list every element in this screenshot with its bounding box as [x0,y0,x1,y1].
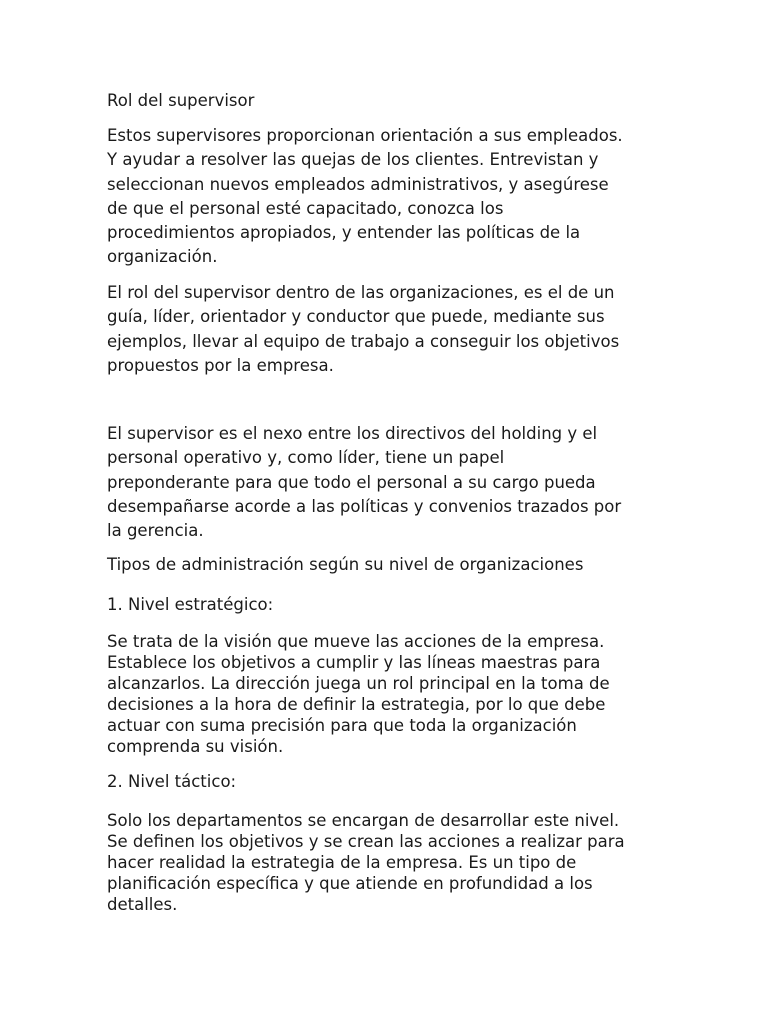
level-1-description: Se trata de la visión que mueve las acciones de la empresa. Establece los objetivos a cumplir y las líneas maestras para alcanzarlos. La dirección juega un rol principal en la toma de decisiones a la hora de definir la estrategia, por lo que debe actuar con suma precisión para que toda la organización comprenda su visión. [107,632,610,757]
level-2-description: Solo los departamentos se encargan de desarrollar este nivel. Se definen los objetivos y se crean las acciones a realizar para hacer realidad la estrategia de la empresa. Es un tipo de planificación específica y que atiende en profundidad a los detalles. [107,811,625,915]
subheading-admin-types: Tipos de administración según su nivel de organizaciones [107,555,584,574]
section-heading: Rol del supervisor [107,91,255,110]
level-1-title: 1. Nivel estratégico: [107,595,274,614]
paragraph-supervisor-role: El rol del supervisor dentro de las organizaciones, es el de un guía, líder, orientador y conductor que puede, mediante sus ejemplos, llevar al equipo de trabajo a conseguir los objetivos propuestos por la empresa. [107,283,620,375]
paragraph-supervisor-nexus: El supervisor es el nexo entre los directivos del holding y el personal operativo y, como líder, tiene un papel preponderante para que todo el personal a su cargo pueda desempañarse acorde a las políticas y convenios trazados por la gerencia. [107,424,622,541]
level-2-title: 2. Nivel táctico: [107,772,237,791]
paragraph-supervisor-duties: Estos supervisores proporcionan orientación a sus empleados. Y ayudar a resolver las quejas de los clientes. Entrevistan y seleccionan nuevos empleados administrativos, y asegúrese de que el personal esté capacitado, conozca los procedimientos apropiados, y entender las políticas de la organización. [107,126,623,267]
